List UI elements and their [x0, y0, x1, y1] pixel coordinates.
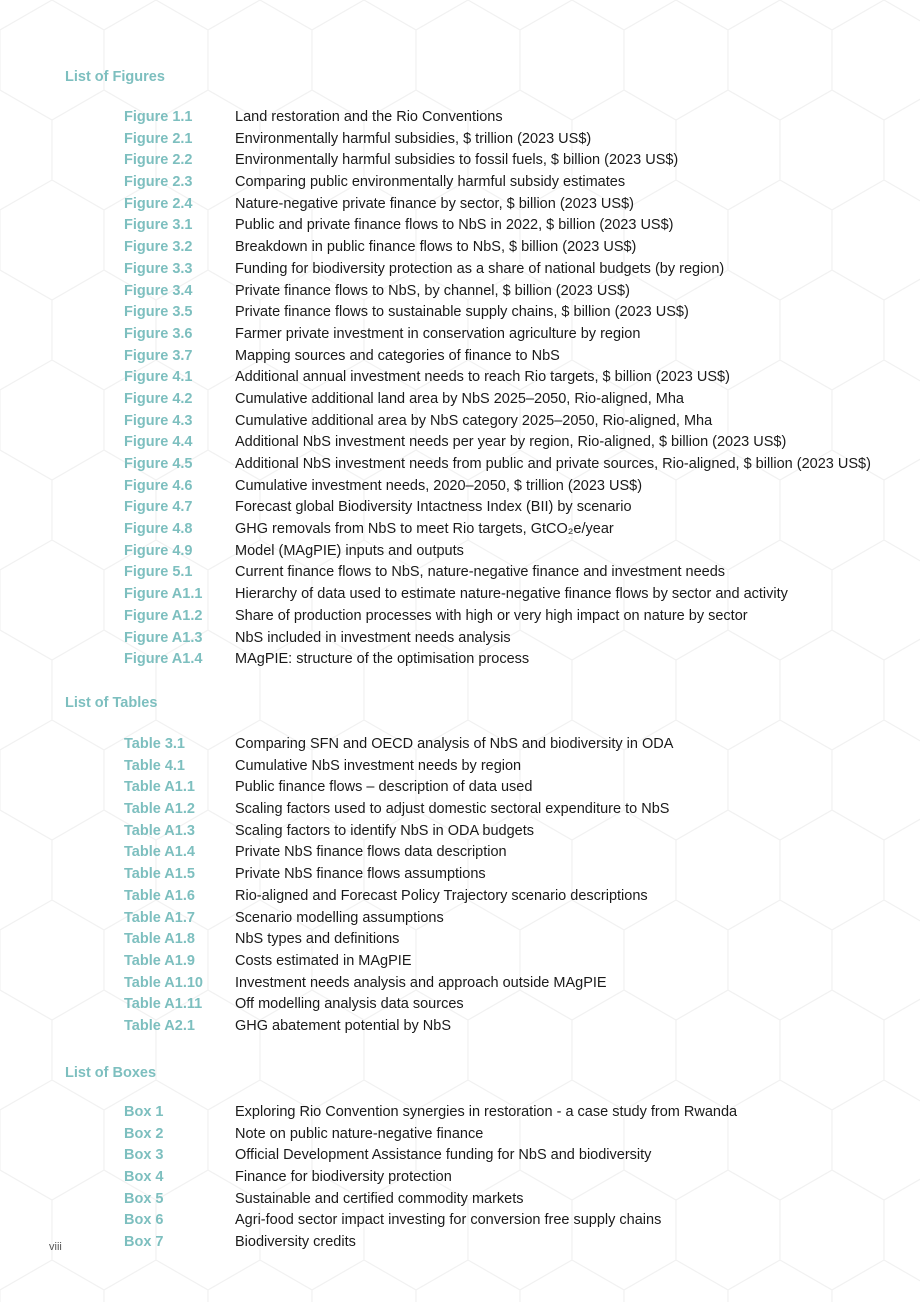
table-entry-title: Off modelling analysis data sources	[235, 996, 464, 1013]
table-entry[interactable]	[124, 1016, 673, 1038]
figure-entry-label: Figure 1.1	[124, 109, 193, 125]
box-entry[interactable]	[124, 1145, 737, 1167]
box-entry[interactable]	[124, 1189, 737, 1211]
figure-entry[interactable]	[124, 107, 871, 129]
figure-entry-label: Figure 2.2	[124, 152, 193, 169]
figure-entry-label: Figure 3.4	[124, 282, 193, 299]
figure-entry-title: Farmer private investment in conservation agriculture by region	[235, 325, 641, 342]
figure-entry-title: Cumulative investment needs, 2020–2050, $ trillion (2023 US$)	[235, 477, 643, 494]
figure-entry-label: Figure 5.1	[124, 564, 193, 581]
table-entry[interactable]	[124, 994, 673, 1016]
figure-entry-label: Figure 3.2	[124, 239, 193, 256]
table-entry[interactable]	[124, 886, 673, 908]
box-entry-title: Official Development Assistance funding for NbS and biodiversity	[235, 1147, 652, 1164]
table-entry-label: Table 4.1	[124, 757, 185, 774]
table-entry-label: Table A2.1	[124, 1017, 195, 1034]
table-entry-title: Private NbS finance flows assumptions	[235, 866, 486, 883]
figure-entry-title: NbS included in investment needs analysis	[235, 629, 511, 646]
boxes-list	[124, 1102, 737, 1254]
figure-entry[interactable]	[124, 584, 871, 606]
box-entry-title: Agri-food sector impact investing for conversion free supply chains	[235, 1212, 662, 1229]
figure-entry[interactable]	[124, 129, 871, 151]
figure-entry-title: Funding for biodiversity protection as a share of national budgets (by region)	[235, 260, 725, 277]
figure-entry[interactable]	[124, 476, 871, 498]
tables-list	[124, 734, 673, 1038]
figure-entry[interactable]	[124, 497, 871, 519]
figure-entry[interactable]	[124, 194, 871, 216]
table-entry[interactable]	[124, 973, 673, 995]
table-entry-label: Table A1.8	[124, 931, 195, 948]
figure-entry-label: Figure A1.3	[124, 629, 203, 646]
figure-entry-label: Figure 3.5	[124, 304, 193, 321]
figure-entry[interactable]	[124, 172, 871, 194]
figure-entry[interactable]	[124, 454, 871, 476]
figure-entry[interactable]	[124, 346, 871, 368]
figure-entry-label: Figure A1.4	[124, 651, 203, 668]
table-entry[interactable]	[124, 756, 673, 778]
list-of-tables-title: List of Tables	[65, 695, 158, 711]
box-entry-label: Box 3	[124, 1147, 164, 1164]
figure-entry[interactable]	[124, 324, 871, 346]
figure-entry[interactable]	[124, 237, 871, 259]
figure-entry-label: Figure 4.2	[124, 390, 193, 407]
table-entry-title: Cumulative NbS investment needs by region	[235, 757, 522, 774]
table-entry[interactable]	[124, 799, 673, 821]
figure-entry-label: Figure 4.9	[124, 542, 193, 559]
figure-entry-title: Forecast global Biodiversity Intactness Index (BII) by scenario	[235, 499, 632, 516]
figure-entry-title: Breakdown in public finance flows to NbS, $ billion (2023 US$)	[235, 239, 637, 256]
table-entry[interactable]	[124, 864, 673, 886]
figure-entry[interactable]	[124, 519, 871, 541]
box-entry-label: Box 5	[124, 1190, 164, 1207]
table-entry-title: Private NbS finance flows data description	[235, 844, 507, 861]
box-entry[interactable]	[124, 1232, 737, 1254]
table-entry-label: Table A1.2	[124, 801, 195, 818]
page-number: viii	[49, 1241, 62, 1253]
box-entry[interactable]	[124, 1210, 737, 1232]
figure-entry-title: Additional annual investment needs to reach Rio targets, $ billion (2023 US$)	[235, 369, 730, 386]
box-entry-label: Box 6	[124, 1212, 164, 1229]
figure-entry-label: Figure 4.6	[124, 477, 193, 494]
figure-entry-label: Figure 3.3	[124, 260, 193, 277]
figure-entry[interactable]	[124, 259, 871, 281]
figure-entry-label: Figure 3.7	[124, 347, 193, 364]
figure-entry-title: Nature-negative private finance by sector, $ billion (2023 US$)	[235, 195, 634, 212]
table-entry[interactable]	[124, 734, 673, 756]
table-entry-label: Table A1.7	[124, 909, 195, 926]
figure-entry-label: Figure 3.6	[124, 325, 193, 342]
figure-entry[interactable]	[124, 150, 871, 172]
box-entry[interactable]	[124, 1124, 737, 1146]
box-entry[interactable]	[124, 1167, 737, 1189]
table-entry-title: Costs estimated in MAgPIE	[235, 952, 412, 969]
table-entry-title: NbS types and definitions	[235, 931, 400, 948]
figure-entry-label: Figure 2.3	[124, 174, 193, 191]
figure-entry-title: Private finance flows to sustainable supply chains, $ billion (2023 US$)	[235, 304, 689, 321]
figure-entry-title: Environmentally harmful subsidies, $ trillion (2023 US$)	[235, 130, 592, 147]
table-entry[interactable]	[124, 908, 673, 930]
figure-entry-label: Figure 4.5	[124, 456, 193, 472]
table-entry[interactable]	[124, 821, 673, 843]
box-entry[interactable]	[124, 1102, 737, 1124]
figure-entry-title: GHG removals from NbS to meet Rio targets, GtCO₂e/year	[235, 521, 614, 538]
table-entry-title: Scaling factors used to adjust domestic sectoral expenditure to NbS	[235, 801, 670, 818]
figure-entry[interactable]	[124, 432, 871, 454]
table-entry[interactable]	[124, 842, 673, 864]
table-entry-label: Table A1.4	[124, 844, 195, 861]
figure-entry[interactable]	[124, 628, 871, 650]
box-entry-title: Sustainable and certified commodity markets	[235, 1190, 524, 1207]
table-entry-label: Table A1.5	[124, 866, 195, 883]
figure-entry-title: MAgPIE: structure of the optimisation process	[235, 651, 530, 668]
figure-entry-title: Public and private finance flows to NbS in 2022, $ billion (2023 US$)	[235, 217, 674, 234]
figure-entry[interactable]	[124, 367, 871, 389]
table-entry-title: Comparing SFN and OECD analysis of NbS and biodiversity in ODA	[235, 736, 674, 752]
box-entry-title: Biodiversity credits	[235, 1234, 356, 1251]
figure-entry-title: Additional NbS investment needs per year by region, Rio-aligned, $ billion (2023 US$)	[235, 434, 787, 451]
figure-entry-title: Environmentally harmful subsidies to fossil fuels, $ billion (2023 US$)	[235, 152, 679, 169]
figure-entry-title: Land restoration and the Rio Conventions	[235, 109, 503, 125]
table-entry-label: Table A1.11	[124, 996, 203, 1013]
box-entry-label: Box 2	[124, 1125, 164, 1142]
figure-entry-title: Cumulative additional land area by NbS 2025–2050, Rio-aligned, Mha	[235, 390, 684, 407]
figure-entry-label: Figure 4.4	[124, 434, 193, 451]
table-entry-title: Scenario modelling assumptions	[235, 909, 444, 926]
table-entry-label: Table 3.1	[124, 736, 185, 752]
table-entry-label: Table A1.6	[124, 887, 195, 904]
list-of-boxes-title: List of Boxes	[65, 1065, 157, 1081]
table-entry[interactable]	[124, 951, 673, 973]
figure-entry[interactable]	[124, 302, 871, 324]
table-entry-title: Investment needs analysis and approach outside MAgPIE	[235, 974, 607, 991]
figure-entry[interactable]	[124, 215, 871, 237]
figure-entry-title: Mapping sources and categories of finance to NbS	[235, 347, 560, 364]
table-entry-title: GHG abatement potential by NbS	[235, 1017, 452, 1034]
figure-entry-title: Hierarchy of data used to estimate nature-negative finance flows by sector and activity	[235, 586, 788, 603]
table-entry[interactable]	[124, 777, 673, 799]
figure-entry[interactable]	[124, 562, 871, 584]
list-of-figures-title: List of Figures	[65, 69, 165, 85]
table-entry-label: Table A1.9	[124, 952, 195, 969]
figures-list	[124, 107, 871, 671]
table-entry-label: Table A1.1	[124, 779, 195, 796]
table-entry-title: Scaling factors to identify NbS in ODA budgets	[235, 822, 535, 839]
box-entry-label: Box 7	[124, 1234, 164, 1251]
figure-entry-label: Figure 4.8	[124, 521, 193, 538]
figure-entry[interactable]	[124, 411, 871, 433]
figure-entry-title: Share of production processes with high or very high impact on nature by sector	[235, 607, 748, 624]
table-entry-title: Public finance flows – description of data used	[235, 779, 533, 796]
figure-entry-label: Figure A1.1	[124, 586, 203, 603]
figure-entry[interactable]	[124, 541, 871, 563]
figure-entry-title: Model (MAgPIE) inputs and outputs	[235, 542, 464, 559]
figure-entry-label: Figure 3.1	[124, 217, 193, 234]
table-entry[interactable]	[124, 929, 673, 951]
figure-entry-label: Figure 2.1	[124, 130, 193, 147]
figure-entry-title: Cumulative additional area by NbS category 2025–2050, Rio-aligned, Mha	[235, 412, 713, 429]
table-entry-title: Rio-aligned and Forecast Policy Trajectory scenario descriptions	[235, 887, 648, 904]
figure-entry-label: Figure A1.2	[124, 607, 203, 624]
box-entry-title: Note on public nature-negative finance	[235, 1125, 484, 1142]
box-entry-label: Box 4	[124, 1169, 164, 1186]
figure-entry-title: Additional NbS investment needs from public and private sources, Rio-aligned, $ billion (2023 US$)	[235, 456, 871, 472]
figure-entry-label: Figure 4.7	[124, 499, 193, 516]
table-entry-label: Table A1.10	[124, 974, 203, 991]
figure-entry-label: Figure 4.1	[124, 369, 193, 386]
figure-entry[interactable]	[124, 389, 871, 411]
figure-entry-title: Private finance flows to NbS, by channel, $ billion (2023 US$)	[235, 282, 630, 299]
figure-entry-title: Current finance flows to NbS, nature-negative finance and investment needs	[235, 564, 726, 581]
figure-entry[interactable]	[124, 649, 871, 671]
figure-entry-title: Comparing public environmentally harmful subsidy estimates	[235, 174, 626, 191]
figure-entry[interactable]	[124, 606, 871, 628]
box-entry-title: Exploring Rio Convention synergies in restoration - a case study from Rwanda	[235, 1104, 738, 1120]
table-entry-label: Table A1.3	[124, 822, 195, 839]
figure-entry[interactable]	[124, 281, 871, 303]
figure-entry-label: Figure 4.3	[124, 412, 193, 429]
box-entry-label: Box 1	[124, 1104, 164, 1120]
box-entry-title: Finance for biodiversity protection	[235, 1169, 452, 1186]
figure-entry-label: Figure 2.4	[124, 195, 193, 212]
